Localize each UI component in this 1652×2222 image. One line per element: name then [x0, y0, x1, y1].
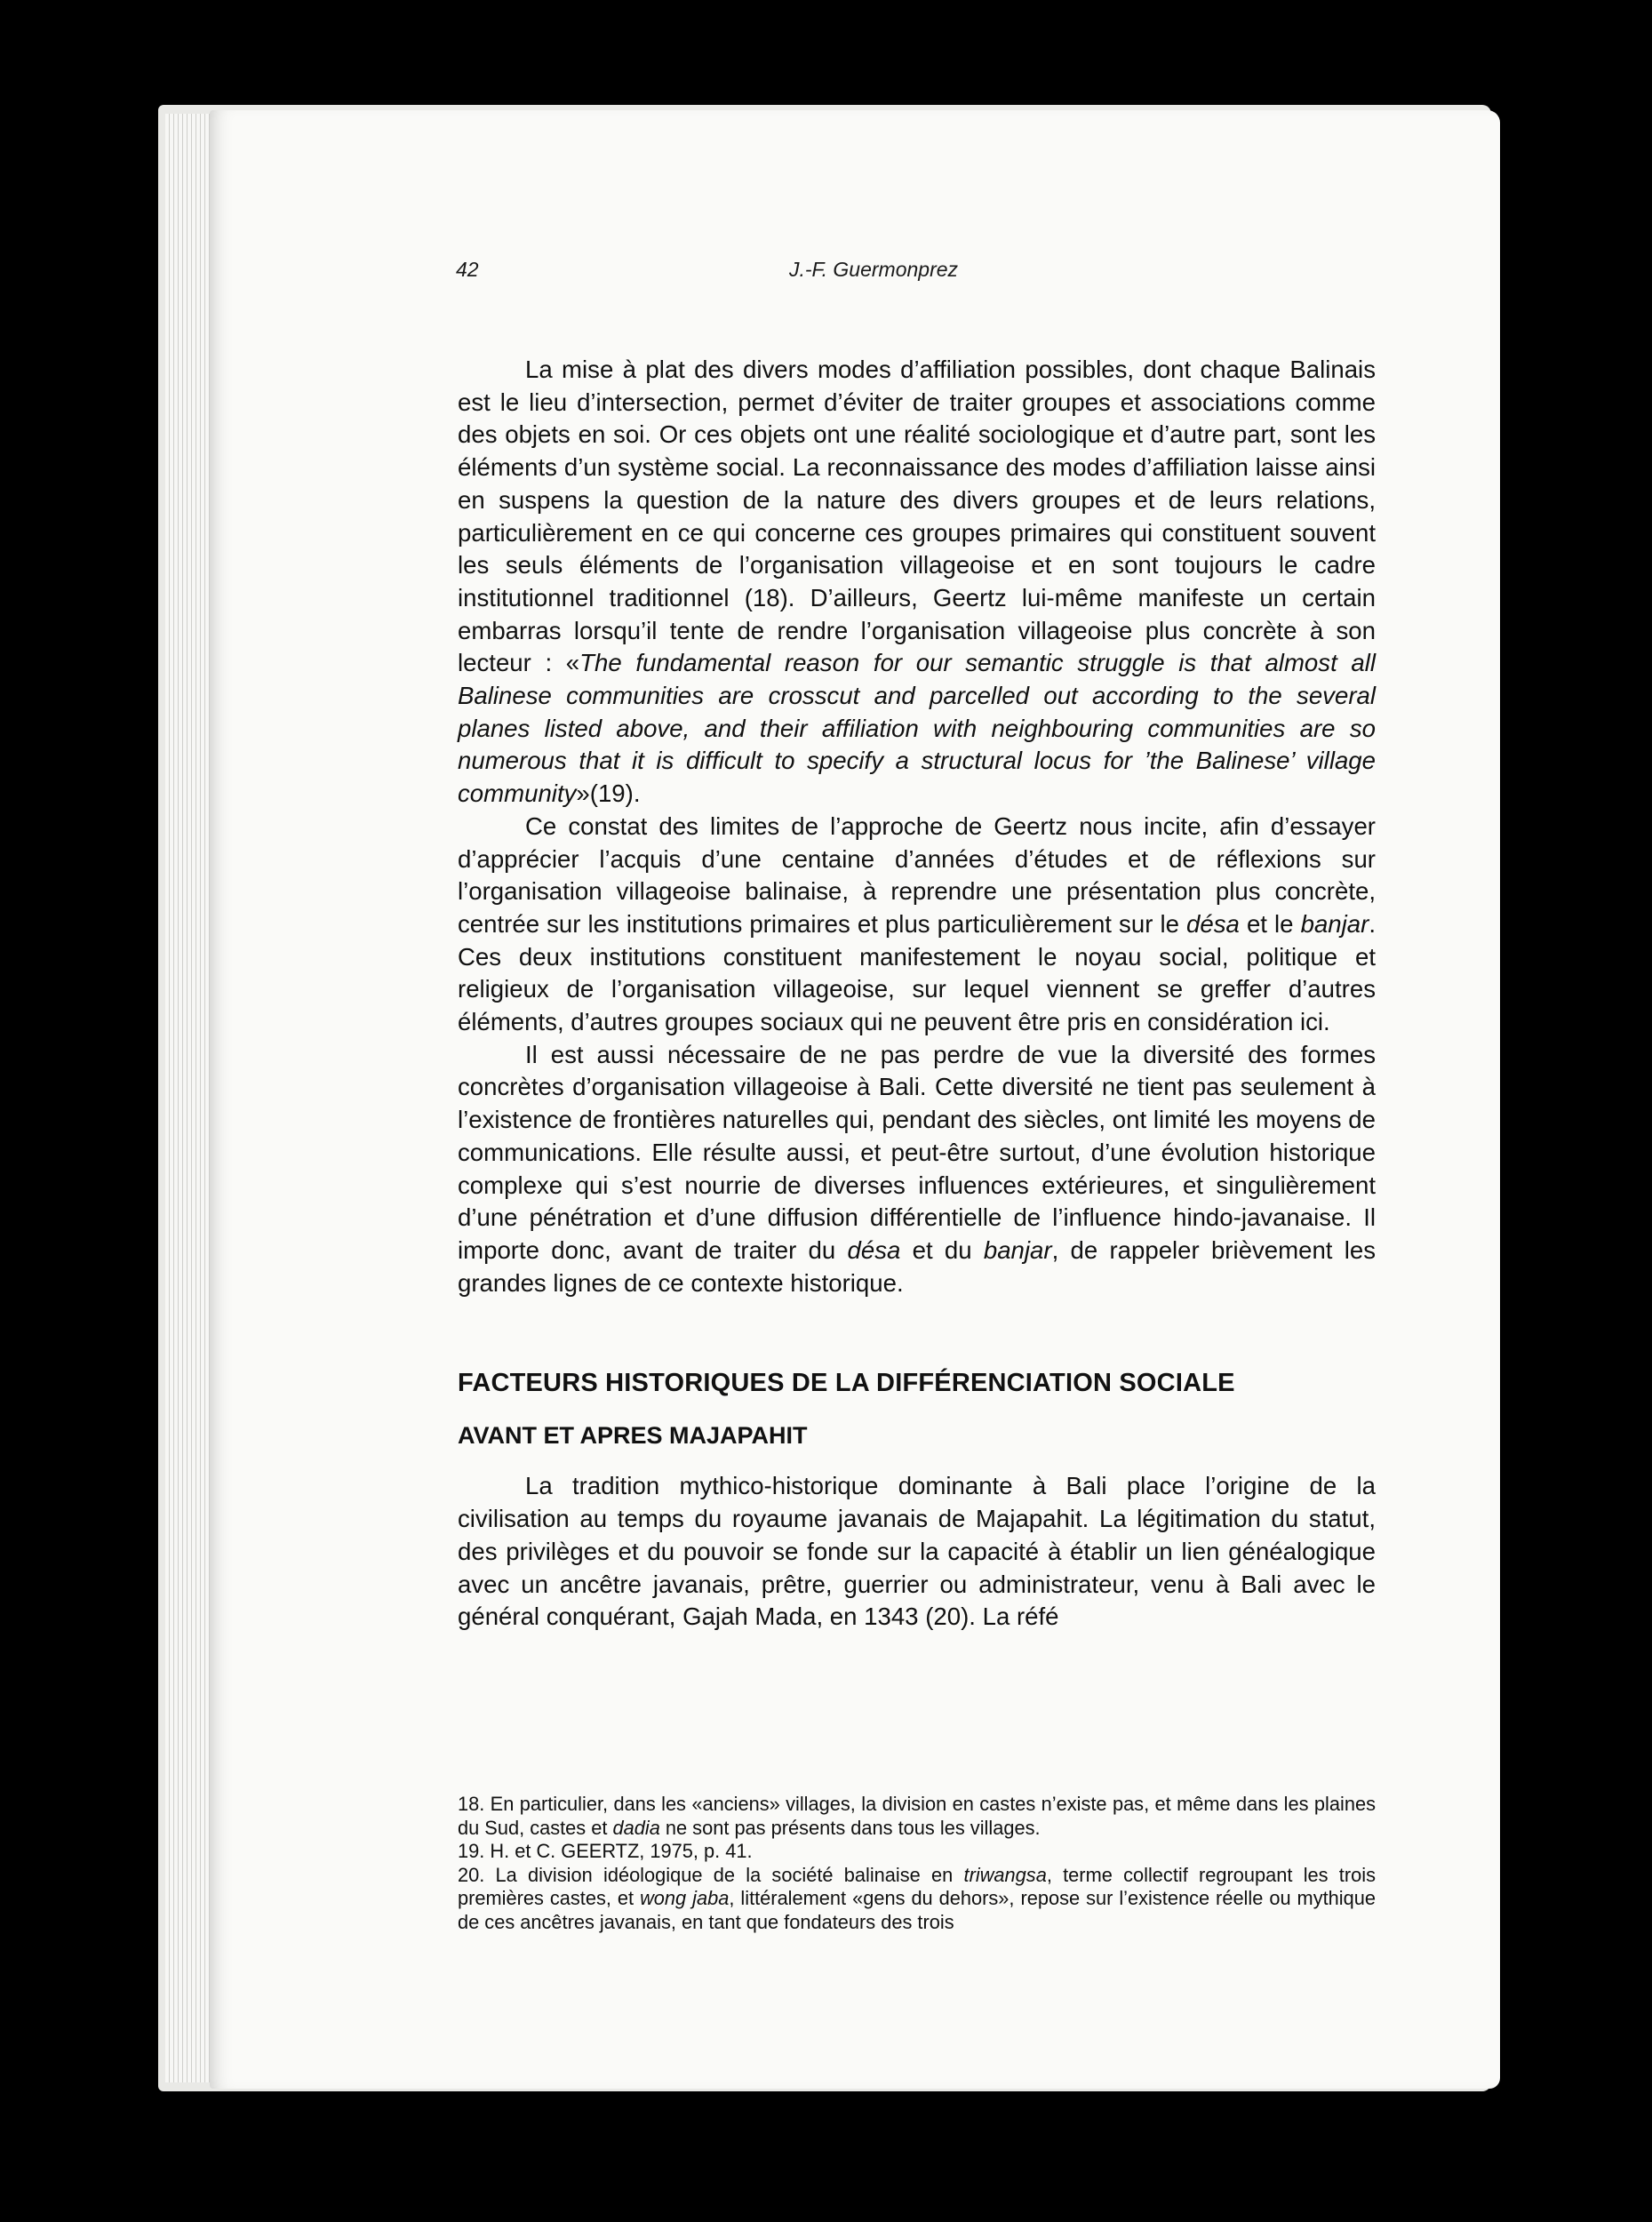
text-run: , terme collectif regroupant les trois premières castes, et — [458, 1863, 1376, 1909]
text-run: Ce constat des limites de l’approche de Geertz nous incite, afin d’essayer d’apprécier l’acquis d’une centaine d’années d’études et de réflexions sur l’organisation villageoise balinaise, à reprendre une présentation plus concrète, centrée sur les institutions primaires et plus particulièrement sur le — [458, 811, 1376, 938]
text-run: . Ces deux institutions constituent manifestement le noyau social, politique et religieux de l’organisation villageoise, sur lequel viennent se greffer d’autres éléments, d’autres groupes sociaux qui ne peuvent être pris en considération ici. — [458, 909, 1376, 1036]
paragraph — [458, 811, 1376, 1039]
italic-text: désa — [847, 1235, 901, 1264]
text-run: ne sont pas présents dans tous les villages. — [659, 1816, 1041, 1839]
footnote-18 — [458, 1793, 1376, 1840]
italic-text: dadia — [612, 1816, 660, 1839]
paragraph — [458, 354, 1376, 811]
main-text — [458, 354, 1376, 1634]
text-run: La tradition mythico-historique dominante à Bali place l’origine de la civilisation au temps du royaume javanais de Majapahit. La légitimation du statut, des privilèges et du pouvoir se fonde sur la capacité à établir un lien généalogique avec un ancêtre javanais, prêtre, guerrier ou administrateur, venu à Bali avec le général conquérant, Gajah Mada, en 1343 (20). La réfé — [458, 1472, 1376, 1631]
italic-text: désa — [1186, 909, 1240, 938]
footnotes — [458, 1793, 1376, 1934]
text-run: 20. La division idéologique de la société balinaise en — [458, 1863, 964, 1886]
text-run: , littéralement «gens du dehors», repose sur l’existence réelle ou mythique de ces ancêtres javanais, en tant que fondateurs des trois — [458, 1887, 1376, 1933]
italic-text: banjar — [983, 1235, 1052, 1264]
text-run: et du — [900, 1235, 984, 1264]
italic-text: The fundamental reason for our semantic struggle is that almost all Balinese communities are crosscut and parcelled out according to the several planes listed above, and their affiliation with neighbouring communities are so numerous that it is difficult to specify a structural locus for ’the Balinese’ village community — [458, 649, 1376, 808]
text-run: »(19). — [576, 779, 641, 808]
running-head-author: J.-F. Guermonprez — [789, 258, 959, 281]
text-run: , de rappeler brièvement les grandes lignes de ce contexte historique. — [458, 1235, 1376, 1297]
paragraph — [458, 1039, 1376, 1300]
italic-text: wong jaba — [640, 1887, 730, 1909]
footnote-20 — [458, 1864, 1376, 1935]
subsection-heading: AVANT ET APRES MAJAPAHIT — [458, 1422, 808, 1450]
footnote-19 — [458, 1840, 1376, 1864]
italic-text: banjar — [1300, 909, 1369, 938]
page-number: 42 — [456, 258, 479, 281]
text-run: 18. En particulier, dans les «anciens» villages, la division en castes n’existe pas, et même dans les plaines du Sud, castes et — [458, 1793, 1376, 1839]
text-run: Il est aussi nécessaire de ne pas perdre de vue la diversité des formes concrètes d’organisation villageoise à Bali. Cette diversité ne tient pas seulement à l’existence de frontières naturelles qui, pendant des siècles, ont limité les moyens de communications. Elle résulte aussi, et peut-être surtout, d’une évolution historique complexe qui s’est nourrie de diverses influences extérieures, et singulièrement d’une pénétration et d’une diffusion différentielle de l’influence hindo-javanaise. Il importe donc, avant de traiter du — [458, 1040, 1376, 1264]
section-heading: FACTEURS HISTORIQUES DE LA DIFFÉRENCIATION SOCIALE — [458, 1369, 1235, 1398]
text-run: La mise à plat des divers modes d’affiliation possibles, dont chaque Balinais est le lieu d’intersection, permet d’éviter de traiter groupes et associations comme des objets en soi. Or ces objets ont une réalité sociologique et d’autre part, sont les éléments d’un système social. La reconnaissance des modes d’affiliation laisse ainsi en suspens la question de la nature des divers groupes et de leurs relations, particulièrement en ce qui concerne ces groupes primaires qui constituent souvent les seuls éléments de l’organisation villageoise et en sont toujours le cadre institutionnel traditionnel (18). D’ailleurs, Geertz lui-même manifeste un certain embarras lorsqu’il tente de rendre l’organisation villageoise plus concrète à son lecteur : « — [458, 356, 1376, 677]
paragraph — [458, 1470, 1376, 1634]
text-run: et le — [1239, 909, 1301, 938]
text-run: 19. H. et C. GEERTZ, 1975, p. 41. — [458, 1840, 753, 1862]
italic-text: triwangsa — [963, 1863, 1047, 1886]
